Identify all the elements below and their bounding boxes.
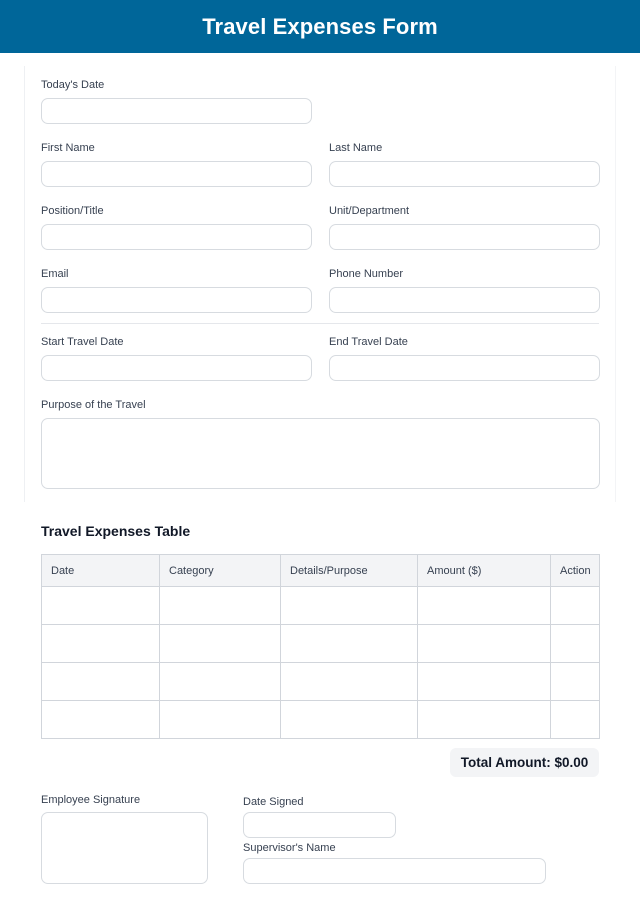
start-travel-date-input[interactable] <box>41 355 312 381</box>
table-cell-amount[interactable] <box>418 587 551 625</box>
last-name-input[interactable] <box>329 161 600 187</box>
table-cell-amount[interactable] <box>418 663 551 701</box>
table-cell-details[interactable] <box>281 587 418 625</box>
first-name-label: First Name <box>41 142 95 154</box>
table-cell-category[interactable] <box>160 625 281 663</box>
purpose-textarea[interactable] <box>41 418 600 489</box>
expenses-table-title: Travel Expenses Table <box>41 523 191 539</box>
table-cell-details[interactable] <box>281 625 418 663</box>
date-signed-input[interactable] <box>243 812 396 838</box>
position-title-label: Position/Title <box>41 205 104 217</box>
table-cell-date[interactable] <box>42 701 160 739</box>
table-cell-amount[interactable] <box>418 625 551 663</box>
table-row <box>42 587 600 625</box>
date-signed-label: Date Signed <box>243 796 304 808</box>
phone-number-input[interactable] <box>329 287 600 313</box>
table-cell-action[interactable] <box>551 587 600 625</box>
start-travel-date-label: Start Travel Date <box>41 336 124 348</box>
email-input[interactable] <box>41 287 312 313</box>
table-row <box>42 625 600 663</box>
table-cell-date[interactable] <box>42 625 160 663</box>
table-cell-amount[interactable] <box>418 701 551 739</box>
table-header-row <box>42 555 600 587</box>
expenses-table <box>41 554 600 739</box>
phone-number-label: Phone Number <box>329 268 403 280</box>
todays-date-input[interactable] <box>41 98 312 124</box>
first-name-input[interactable] <box>41 161 312 187</box>
column-header-date: Date <box>42 555 160 587</box>
table-cell-category[interactable] <box>160 587 281 625</box>
column-header-amount: Amount ($) <box>418 555 551 587</box>
last-name-label: Last Name <box>329 142 383 154</box>
todays-date-label: Today's Date <box>41 79 105 91</box>
table-cell-date[interactable] <box>42 587 160 625</box>
table-cell-action[interactable] <box>551 701 600 739</box>
supervisor-name-input[interactable] <box>243 858 546 884</box>
purpose-label: Purpose of the Travel <box>41 399 146 411</box>
total-amount-badge: Total Amount: $0.00 <box>450 748 599 777</box>
end-travel-date-input[interactable] <box>329 355 600 381</box>
table-row <box>42 663 600 701</box>
column-header-category: Category <box>160 555 281 587</box>
position-title-input[interactable] <box>41 224 312 250</box>
table-cell-category[interactable] <box>160 663 281 701</box>
table-cell-date[interactable] <box>42 663 160 701</box>
table-cell-details[interactable] <box>281 701 418 739</box>
end-travel-date-label: End Travel Date <box>329 336 408 348</box>
table-row <box>42 701 600 739</box>
employee-signature-pad[interactable] <box>41 812 208 884</box>
section-divider <box>41 323 599 324</box>
unit-department-label: Unit/Department <box>329 205 410 217</box>
form-header <box>0 0 640 53</box>
table-cell-category[interactable] <box>160 701 281 739</box>
email-label: Email <box>41 268 69 280</box>
unit-department-input[interactable] <box>329 224 600 250</box>
supervisor-name-label: Supervisor's Name <box>243 842 336 854</box>
page-title: Travel Expenses Form <box>202 13 438 39</box>
column-header-details: Details/Purpose <box>281 555 418 587</box>
table-cell-action[interactable] <box>551 625 600 663</box>
table-cell-action[interactable] <box>551 663 600 701</box>
employee-signature-label: Employee Signature <box>41 794 141 806</box>
table-cell-details[interactable] <box>281 663 418 701</box>
column-header-action: Action <box>551 555 600 587</box>
